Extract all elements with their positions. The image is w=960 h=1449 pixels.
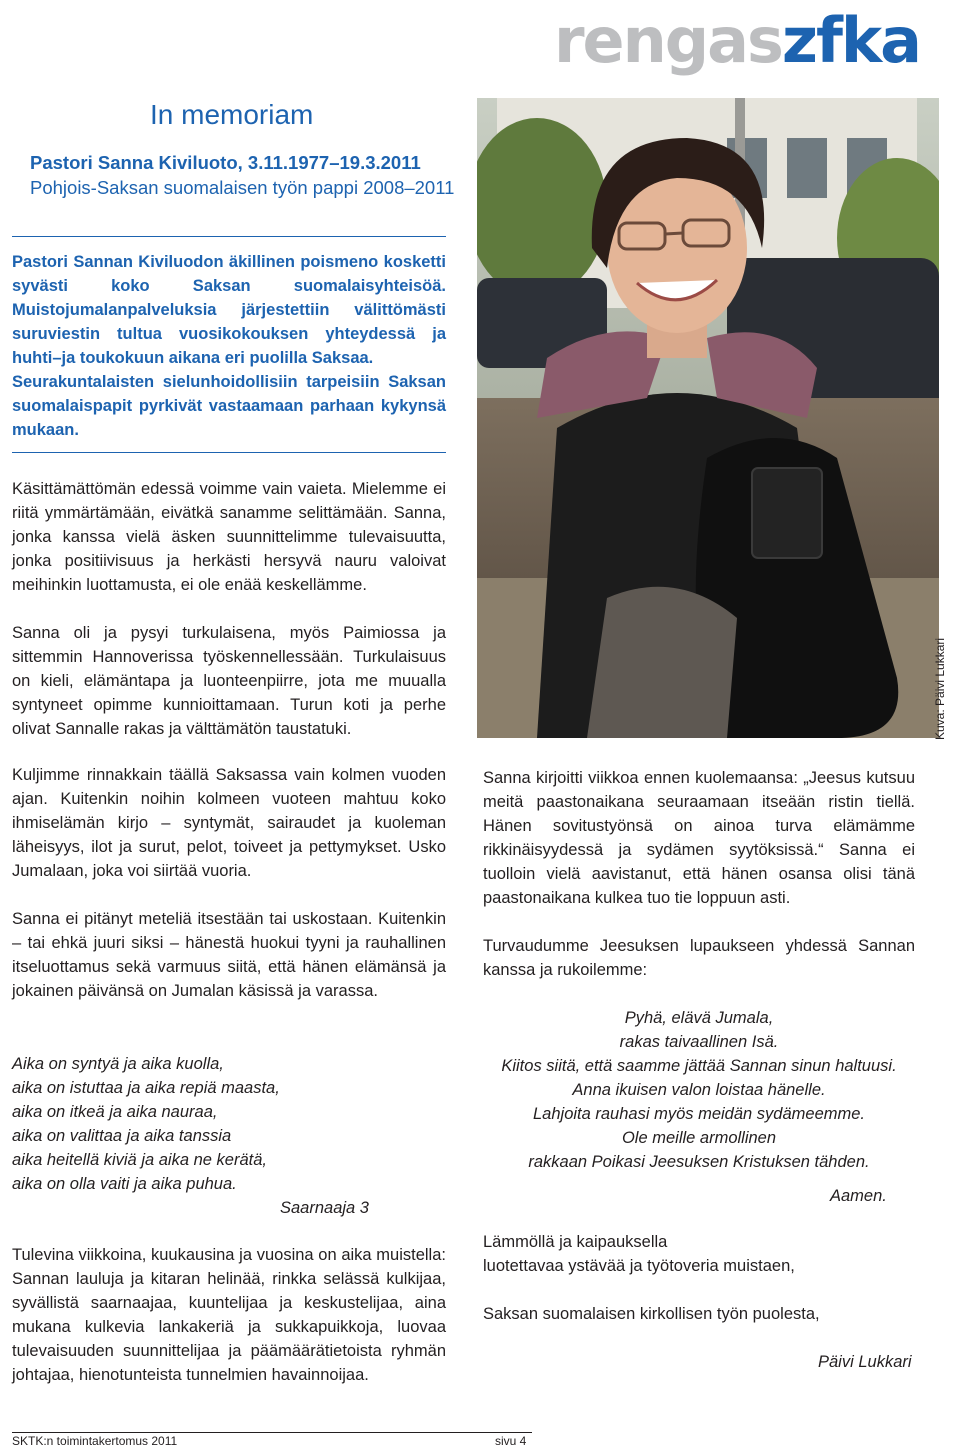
prayer-line: Lahjoita rauhasi myös meidän sydämeemme. — [533, 1105, 865, 1123]
paragraph: Sanna ei pitänyt meteliä itsestään tai uskostaan. Kuitenkin – tai ehkä juuri siksi – hänestä huokui tyyni ja rauhallinen itseluottamus sekä varmuus siitä, että hänen elämänsä ja jokainen päivänsä on Jumalan käsissä ja varassa. — [12, 910, 446, 1000]
photo-credit: Kuva: Päivi Lukkari — [933, 637, 947, 740]
left-column-middle — [12, 763, 446, 1027]
prayer-line: Anna ikuisen valon loistaa hänelle. — [572, 1081, 826, 1099]
logo-part1: rengas — [553, 4, 782, 77]
quote-line: Aika on syntyä ja aika kuolla, — [12, 1055, 224, 1073]
intro-paragraph-1: Pastori Sannan Kiviluodon äkillinen poismeno kosketti syvästi koko Saksan suomalaisyhteisöä. Muistojumalanpalveluksia järjestettiin välittömästi suruviestin tultua vuosikokouksen yhteydessä ja huhti–ja toukokuun aikana eri puolilla Saksaa. — [12, 253, 446, 367]
paragraph: Sanna oli ja pysyi turkulaisena, myös Paimiossa ja sittemmin Hannoverissa työskennellessään. Turkulaisuus on kieli, elämäntapa ja luonteenpiirre, jota me muualla syntyneet opimme kunnioittamaan. Turun koti ja perhe olivat Sannalle rakas ja välttämätön taustatuki. — [12, 624, 446, 738]
quote-line: aika on istuttaa ja aika repiä maasta, — [12, 1079, 280, 1097]
top-divider — [12, 236, 446, 237]
paragraph: Tulevina viikkoina, kuukausina ja vuosina on aika muistella: Sannan lauluja ja kitaran helinää, rinkka selässä kulkijaa, syvällistä saarnaajaa, kuuntelijaa ja keskustelijaa, aina mukana kulkevia lankakeriä ja sukkapuikkoja, luovaa tulevaisuuden suunnittelijaa ja päämäärätietoista ryhmän johtajaa, hienotunteista tunnelmien havainnoijaa. — [12, 1246, 446, 1384]
bible-quote — [12, 1052, 446, 1220]
footer-publication: SKTK:n toimintakertomus 2011 — [12, 1434, 178, 1448]
right-column — [483, 766, 915, 1006]
page-title: In memoriam — [150, 99, 314, 130]
quote-source: Saarnaaja 3 — [280, 1199, 369, 1217]
quote-line: aika on itkeä ja aika nauraa, — [12, 1103, 218, 1121]
prayer-line: rakas taivaallinen Isä. — [619, 1033, 779, 1051]
quote-line: aika on valittaa ja aika tanssia — [12, 1127, 232, 1145]
logo-part2: zfka — [781, 4, 920, 77]
left-column-bottom — [12, 1243, 446, 1411]
left-column-top — [12, 477, 446, 765]
paragraph: Kuljimme rinnakkain täällä Saksassa vain kolmen vuoden ajan. Kuitenkin noihin kolmeen vuoteen mahtuu koko ihmiselämän kirjo – syntymät, sairaudet ja kuoleman läheisyys, ilot ja surut, pelot, toiveet ja pettymykset. Usko Jumalaan, joka voi siirtää vuoria. — [12, 766, 446, 880]
quote-line: aika on olla vaiti ja aika puhua. — [12, 1175, 237, 1193]
subtitle-role: Pohjois-Saksan suomalaisen työn pappi 2008–2011 — [30, 177, 455, 198]
prayer-line: rakkaan Poikasi Jeesuksen Kristuksen tähden. — [528, 1153, 870, 1171]
intro-divider — [12, 452, 446, 453]
paragraph: Sanna kirjoitti viikkoa ennen kuolemaansa: „Jeesus kutsuu meitä paastonaikana seuraamaan itseään ristin tiellä. Hänen sovitustyönsä on ainoa turva elämämme rikkinäisyydessä ja sydämen syytöksissä.“ Sanna ei tuolloin vielä aavistanut, että hänen osansa olisi tänä paastonaikana kulkea tuo tie loppuun asti. — [483, 769, 915, 907]
subtitle-name-dates: Pastori Sanna Kiviluoto, 3.11.1977–19.3.2011 — [30, 152, 421, 173]
closing-line: Lämmöllä ja kaipauksella — [483, 1233, 668, 1251]
intro-paragraph-2: Seurakuntalaisten sielunhoidollisiin tarpeisiin Saksan suomalaispapit pyrkivät vastaamaan parhaan kykynsä mukaan. — [12, 373, 446, 439]
subtitle — [30, 150, 454, 200]
footer-page-number: sivu 4 — [495, 1434, 527, 1448]
prayer-line: Pyhä, elävä Jumala, — [624, 1009, 774, 1027]
quote-line: aika heitellä kiviä ja aika ne kerätä, — [12, 1151, 267, 1169]
portrait-photo — [477, 98, 939, 738]
prayer-amen: Aamen. — [830, 1187, 887, 1205]
closing-line: Saksan suomalaisen kirkollisen työn puolesta, — [483, 1305, 820, 1323]
prayer-line: Ole meille armollinen — [621, 1129, 777, 1147]
rengas-logo — [554, 6, 920, 76]
prayer — [483, 1006, 915, 1174]
footer-divider — [12, 1432, 532, 1433]
signature: Päivi Lukkari — [818, 1353, 912, 1371]
prayer-line: Kiitos siitä, että saamme jättää Sannan sinun haltuusi. — [501, 1057, 897, 1075]
closing-line: luotettavaa ystävää ja työtoveria muistaen, — [483, 1257, 795, 1275]
intro — [12, 250, 446, 442]
closing — [483, 1230, 915, 1326]
paragraph: Turvaudumme Jeesuksen lupaukseen yhdessä Sannan kanssa ja rukoilemme: — [483, 937, 915, 979]
paragraph: Käsittämättömän edessä voimme vain vaieta. Mielemme ei riitä ymmärtämään, eivätkä sanamme selittämään. Sanna, jonka kanssa vielä äsken suunnittelimme tulevaisuutta, jonka positiivisuus ja herkästi hersyvä nauru valoivat meihinkin luottamusta, ei ole enää keskellämme. — [12, 480, 446, 594]
